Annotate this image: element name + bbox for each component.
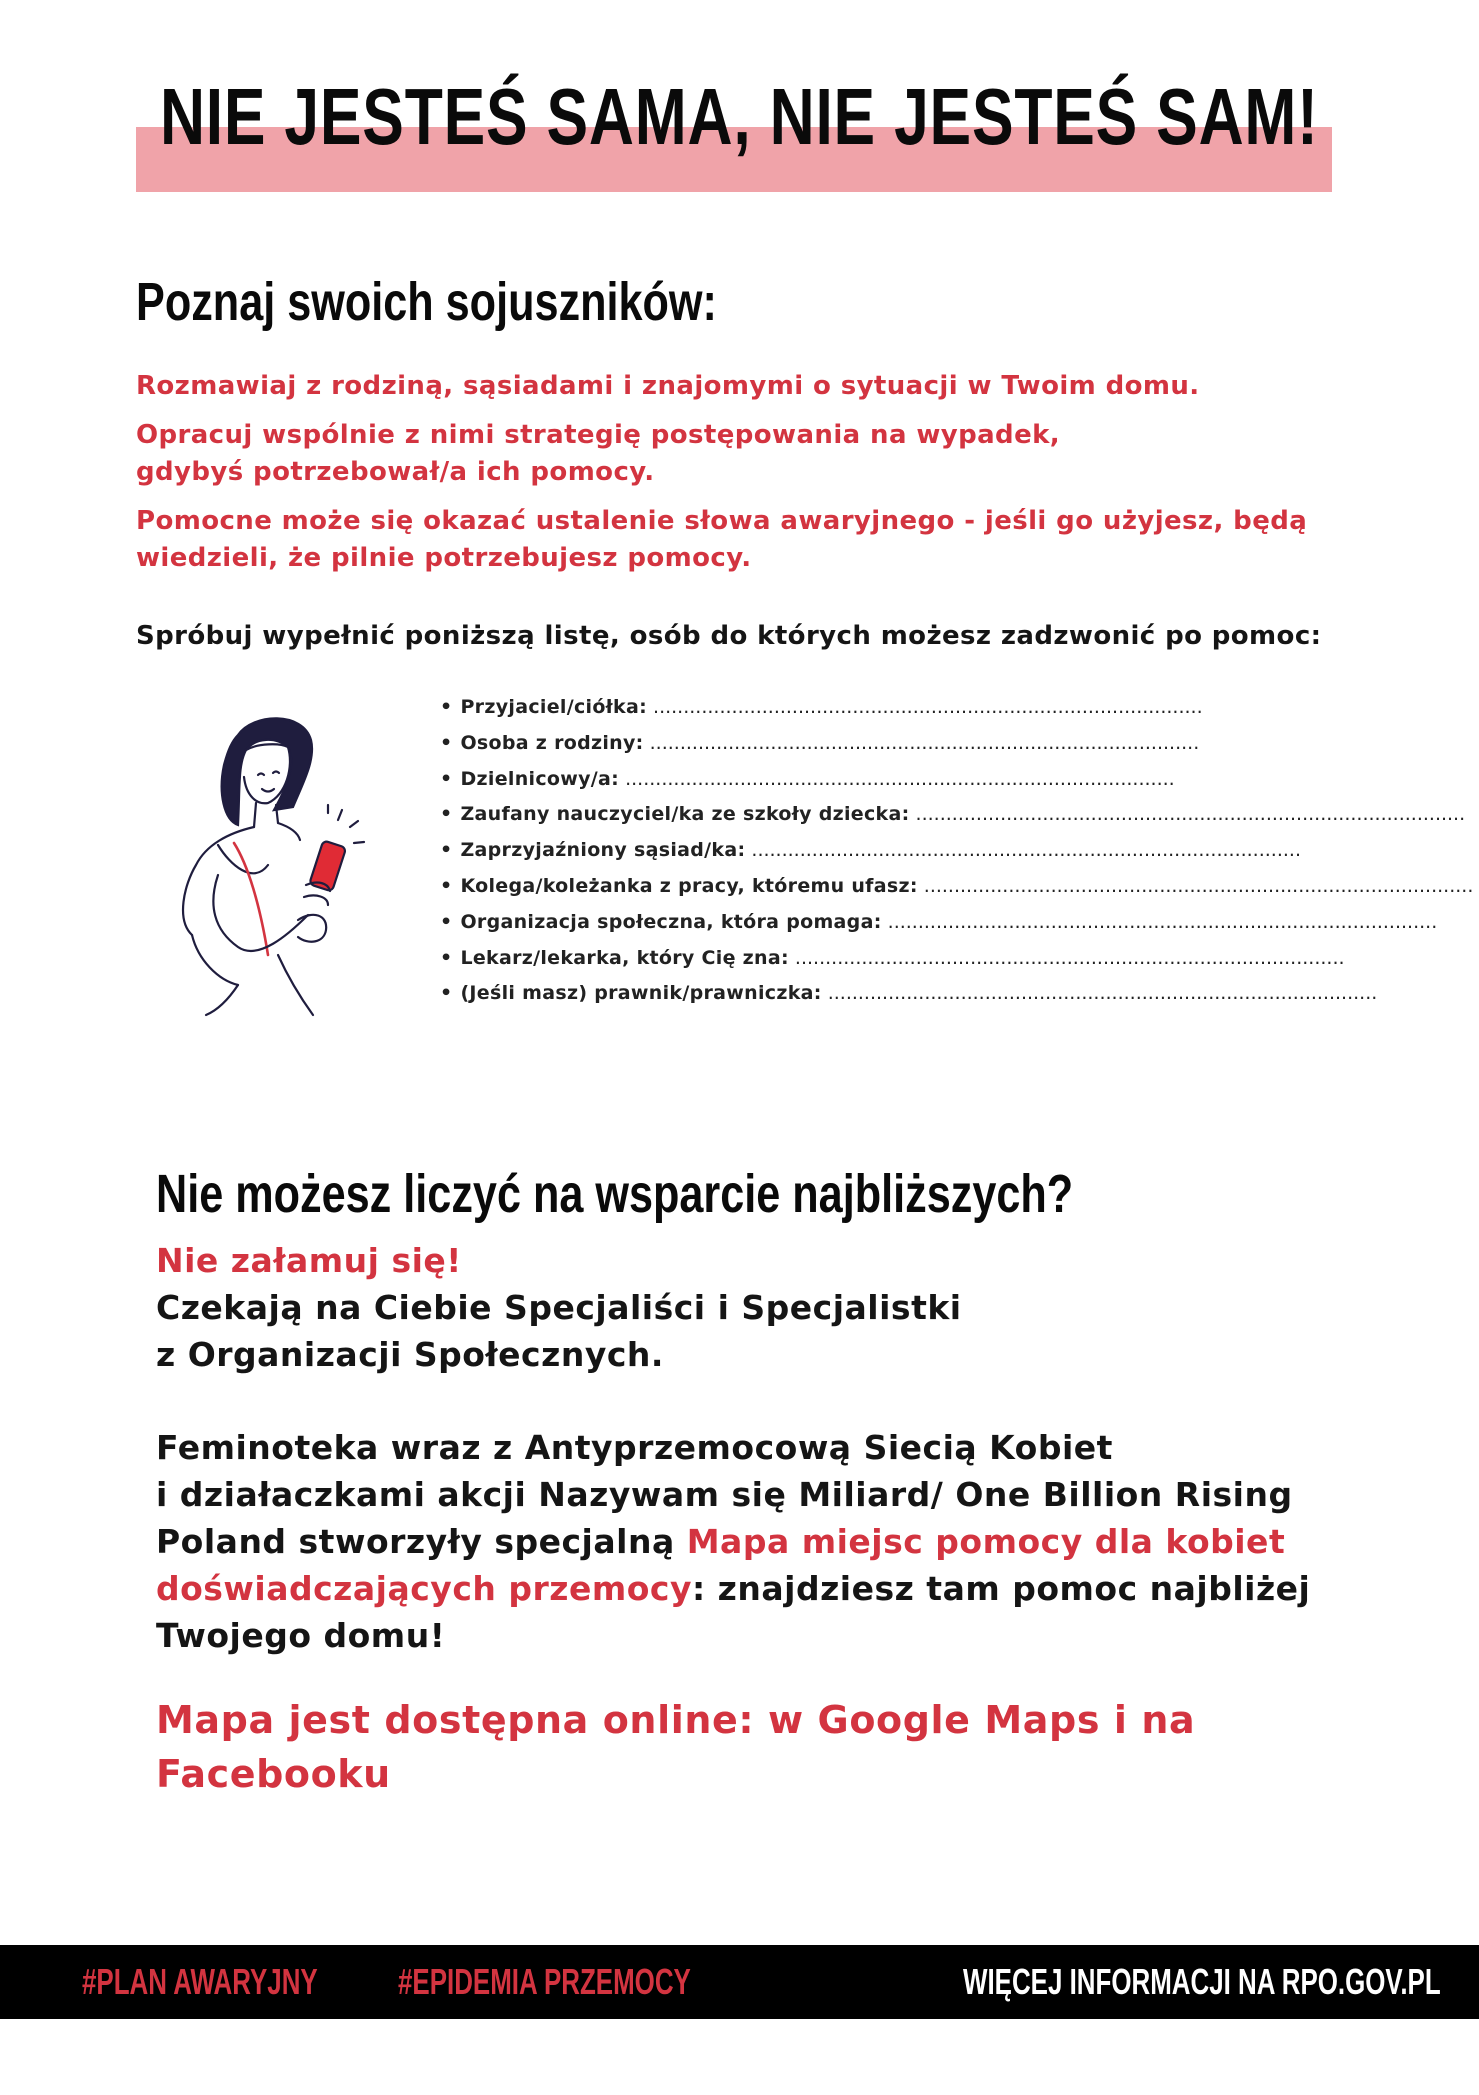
feminoteka-line-2: i działaczkami akcji Nazywam się Miliard/ One Billion Rising bbox=[156, 1475, 1293, 1514]
more-info-link[interactable]: WIĘCEJ INFORMACJI NA RPO.GOV.PL bbox=[963, 1961, 1441, 2002]
allies-heading: Poznaj swoich sojuszników: bbox=[136, 272, 717, 332]
feminoteka-line-1: Feminoteka wraz z Antyprzemocową Siecią Kobiet bbox=[156, 1428, 1113, 1467]
list-item: • Kolega/koleżanka z pracy, któremu ufasz: ........................................................................................... bbox=[440, 869, 1160, 905]
map-link[interactable]: Mapa miejsc pomocy dla kobiet bbox=[686, 1522, 1286, 1561]
online-availability-line-1: Mapa jest dostępna online: w Google Maps i na bbox=[156, 1698, 1196, 1742]
list-item: • Przyjaciel/ciółka: ........................................................................................... bbox=[440, 690, 1160, 726]
dont-break-text: Nie załamuj się! bbox=[156, 1241, 462, 1280]
feminoteka-line-5: Twojego domu! bbox=[156, 1616, 446, 1655]
specialists-line-2: z Organizacji Społecznych. bbox=[156, 1335, 664, 1374]
hashtag-plan-awaryjny[interactable]: #PLAN AWARYJNY bbox=[82, 1961, 318, 2002]
list-item: • Zaprzyjaźniony sąsiad/ka: ........................................................................................... bbox=[440, 833, 1160, 869]
tip-talk: Rozmawiaj z rodziną, sąsiadami i znajomymi o sytuacji w Twoim domu. bbox=[136, 371, 1200, 401]
feminoteka-line-4: doświadczających przemocy: znajdziesz tam pomoc najbliżej bbox=[156, 1569, 1311, 1608]
list-item: • Dzielnicowy/a: ........................................................................................... bbox=[440, 762, 1160, 798]
support-heading: Nie możesz liczyć na wsparcie najbliższych? bbox=[156, 1164, 1074, 1224]
tip-safe-word: Pomocne może się okazać ustalenie słowa awaryjnego - jeśli go użyjesz, będą wiedzieli, że pilnie potrzebujesz pomocy. bbox=[136, 506, 1308, 573]
contacts-list bbox=[440, 690, 1474, 1012]
specialists-line-1: Czekają na Ciebie Specjaliści i Specjalistki bbox=[156, 1288, 962, 1327]
hashtag-epidemia-przemocy[interactable]: #EPIDEMIA PRZEMOCY bbox=[398, 1961, 691, 2002]
list-intro: Spróbuj wypełnić poniższą listę, osób do których możesz zadzwonić po pomoc: bbox=[136, 621, 1322, 651]
page-title: NIE JESTEŚ SAMA, NIE JESTEŚ SAM! bbox=[159, 72, 1319, 161]
list-item: • Osoba z rodziny: ........................................................................................... bbox=[440, 726, 1160, 762]
list-item: • Zaufany nauczyciel/ka ze szkoły dziecka: ........................................................................................... bbox=[440, 797, 1160, 833]
list-item: • (Jeśli masz) prawnik/prawniczka: ........................................................................................... bbox=[440, 976, 1160, 1012]
map-link-continued[interactable]: doświadczających przemocy bbox=[156, 1569, 692, 1608]
woman-with-phone-icon bbox=[178, 715, 390, 1015]
online-availability-line-2: Facebooku bbox=[156, 1752, 391, 1796]
list-item: • Organizacja społeczna, która pomaga: ........................................................................................... bbox=[440, 905, 1160, 941]
feminoteka-line-3: Poland stworzyły specjalną Mapa miejsc pomocy dla kobiet bbox=[156, 1522, 1286, 1561]
list-item: • Lekarz/lekarka, który Cię zna: ........................................................................................... bbox=[440, 941, 1160, 977]
tip-strategy: Opracuj wspólnie z nimi strategię postępowania na wypadek, gdybyś potrzebował/a ich pomocy. bbox=[136, 420, 1061, 487]
